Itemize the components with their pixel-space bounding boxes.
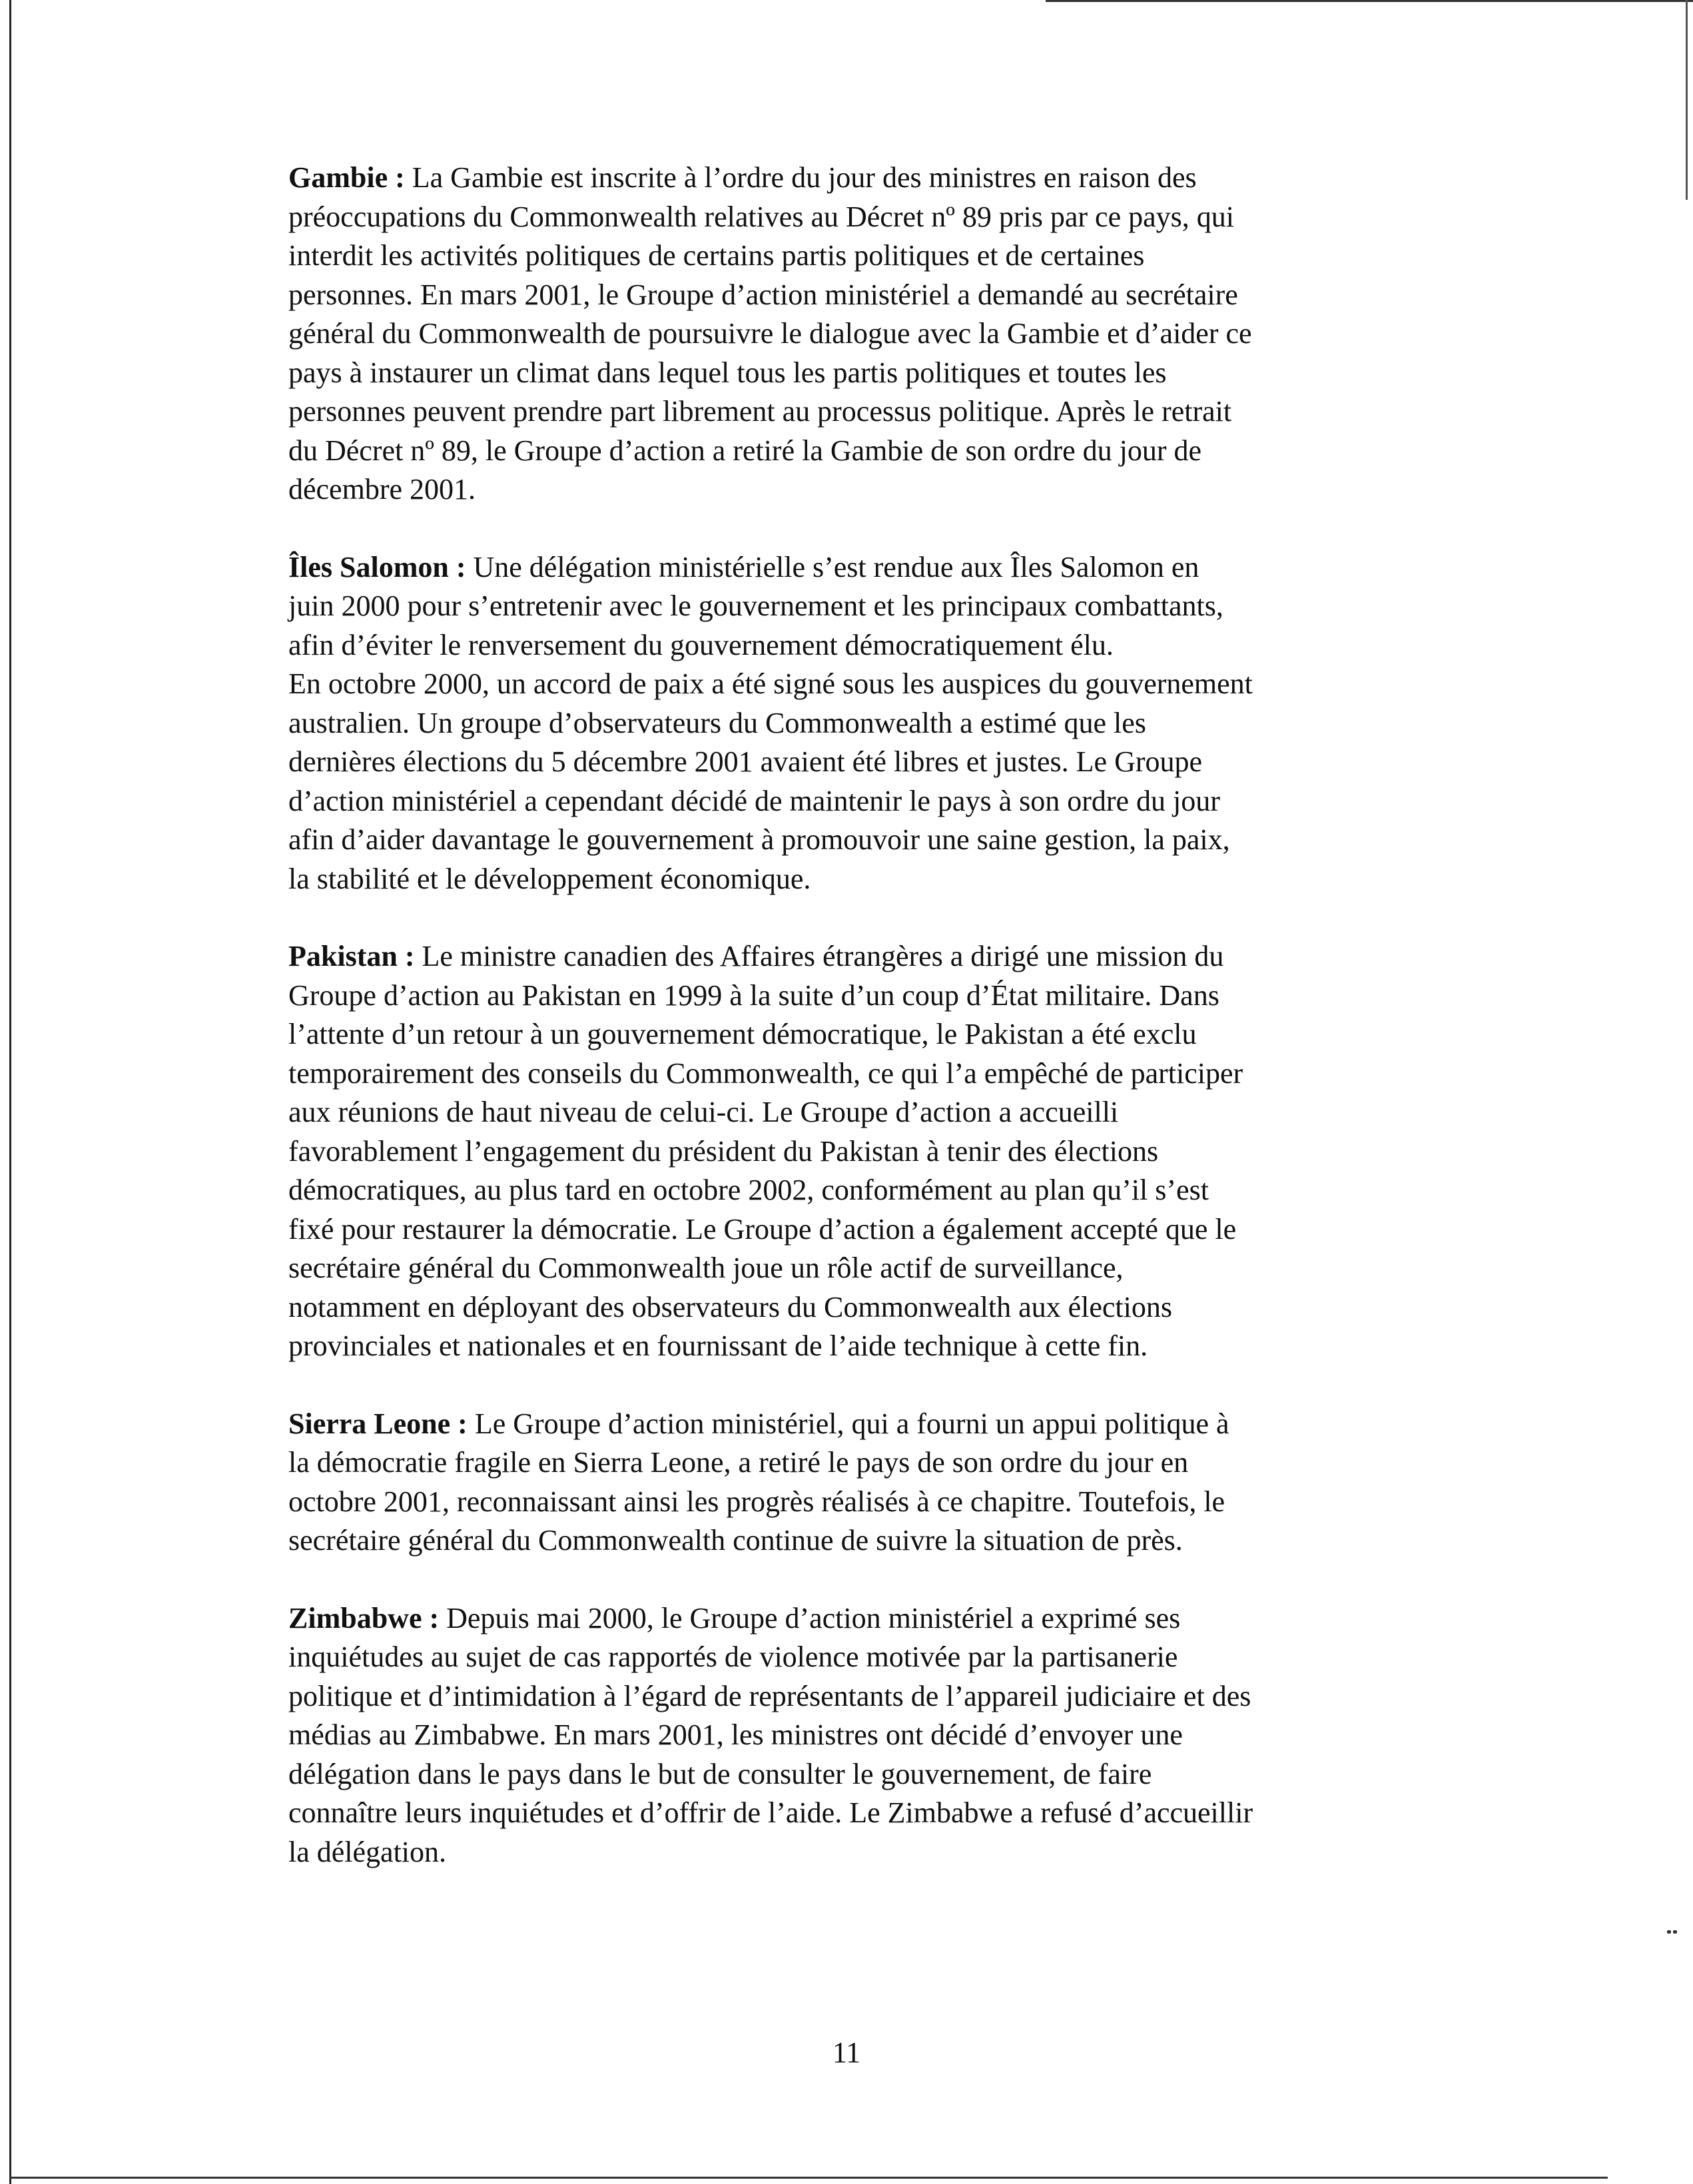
text-line: temporairement des conseils du Commonwealth, ce qui l’a empêché de participer [288, 1056, 1243, 1090]
text-line: la délégation. [288, 1835, 447, 1868]
text-line: préoccupations du Commonwealth relatives au Décret nº 89 pris par ce pays, qui [288, 200, 1234, 233]
text-line: octobre 2001, reconnaissant ainsi les progrès réalisés à ce chapitre. Toutefois, le [288, 1485, 1225, 1518]
text-line: du Décret nº 89, le Groupe d’action a retiré la Gambie de son ordre du jour de [288, 434, 1202, 467]
section-iles-salomon [288, 548, 1411, 899]
section-heading: Pakistan : [288, 940, 415, 972]
text-line: Le Groupe d’action ministériel, qui a fourni un appui politique à [467, 1407, 1229, 1440]
section-gambie [288, 159, 1411, 510]
text-line: la stabilité et le développement économique. [288, 862, 811, 895]
text-line: aux réunions de haut niveau de celui-ci. Le Groupe d’action a accueilli [288, 1096, 1119, 1128]
text-line: Groupe d’action au Pakistan en 1999 à la suite d’un coup d’État militaire. Dans [288, 978, 1219, 1012]
section-heading: Zimbabwe : [288, 1601, 440, 1635]
text-line: médias au Zimbabwe. En mars 2001, les ministres ont décidé d’envoyer une [288, 1718, 1183, 1751]
text-line: secrétaire général du Commonwealth continue de suivre la situation de près. [288, 1524, 1183, 1557]
text-line: afin d’aider davantage le gouvernement à promouvoir une saine gestion, la paix, [288, 823, 1230, 856]
text-line: provinciales et nationales et en fournissant de l’aide technique à cette fin. [288, 1329, 1148, 1362]
text-line: En octobre 2000, un accord de paix a été signé sous les auspices du gouvernement [288, 667, 1253, 700]
text-line: Une délégation ministérielle s’est rendue aux Îles Salomon en [466, 550, 1199, 583]
section-heading: Îles Salomon : [288, 550, 466, 583]
scan-speck [1667, 1930, 1671, 1934]
text-line: Le ministre canadien des Affaires étrangères a dirigé une mission du [414, 940, 1224, 972]
section-heading: Sierra Leone : [288, 1407, 468, 1440]
scan-edge-right [1686, 0, 1688, 200]
text-line: dernières élections du 5 décembre 2001 avaient été libres et justes. Le Groupe [288, 745, 1203, 778]
text-line: Depuis mai 2000, le Groupe d’action ministériel a exprimé ses [439, 1601, 1181, 1635]
text-line: fixé pour restaurer la démocratie. Le Groupe d’action a également accepté que le [288, 1212, 1237, 1246]
text-line: australien. Un groupe d’observateurs du Commonwealth a estimé que les [288, 706, 1146, 739]
page-number: 11 [832, 2036, 861, 2069]
scan-edge-left [9, 0, 11, 2184]
text-line: général du Commonwealth de poursuivre le dialogue avec la Gambie et d’aider ce [288, 317, 1252, 350]
text-line: personnes peuvent prendre part librement au processus politique. Après le retrait [288, 395, 1232, 428]
scan-speck [1673, 1930, 1677, 1934]
section-heading: Gambie : [288, 161, 405, 194]
text-line: La Gambie est inscrite à l’ordre du jour des ministres en raison des [404, 161, 1197, 194]
text-line: l’attente d’un retour à un gouvernement démocratique, le Pakistan a été exclu [288, 1018, 1197, 1050]
scan-edge-bottom [9, 2177, 1608, 2179]
text-line: pays à instaurer un climat dans lequel tous les partis politiques et toutes les [288, 356, 1167, 389]
section-pakistan [288, 937, 1411, 1366]
text-line: politique et d’intimidation à l’égard de représentants de l’appareil judiciaire et des [288, 1679, 1251, 1712]
text-line: d’action ministériel a cependant décidé de maintenir le pays à son ordre du jour [288, 784, 1220, 817]
text-line: inquiétudes au sujet de cas rapportés de violence motivée par la partisanerie [288, 1640, 1178, 1673]
text-line: secrétaire général du Commonwealth joue un rôle actif de surveillance, [288, 1252, 1124, 1284]
text-line: juin 2000 pour s’entretenir avec le gouvernement et les principaux combattants, [288, 589, 1223, 622]
document-body [288, 159, 1411, 1910]
text-line: notamment en déployant des observateurs du Commonwealth aux élections [288, 1290, 1173, 1323]
section-sierra-leone [288, 1405, 1411, 1561]
text-line: la démocratie fragile en Sierra Leone, a retiré le pays de son ordre du jour en [288, 1446, 1189, 1479]
text-line: délégation dans le pays dans le but de consulter le gouvernement, de faire [288, 1757, 1152, 1790]
scan-edge-top [1046, 0, 1693, 2]
text-line: afin d’éviter le renversement du gouvernement démocratiquement élu. [288, 628, 1114, 661]
text-line: connaître leurs inquiétudes et d’offrir de l’aide. Le Zimbabwe a refusé d’accueillir [288, 1796, 1253, 1829]
text-line: décembre 2001. [288, 473, 476, 506]
text-line: démocratiques, au plus tard en octobre 2002, conformément au plan qu’il s’est [288, 1174, 1209, 1206]
text-line: interdit les activités politiques de certains partis politiques et de certaines [288, 239, 1145, 272]
section-zimbabwe [288, 1599, 1411, 1872]
text-line: favorablement l’engagement du président du Pakistan à tenir des élections [288, 1134, 1159, 1168]
text-line: personnes. En mars 2001, le Groupe d’action ministériel a demandé au secrétaire [288, 278, 1238, 311]
